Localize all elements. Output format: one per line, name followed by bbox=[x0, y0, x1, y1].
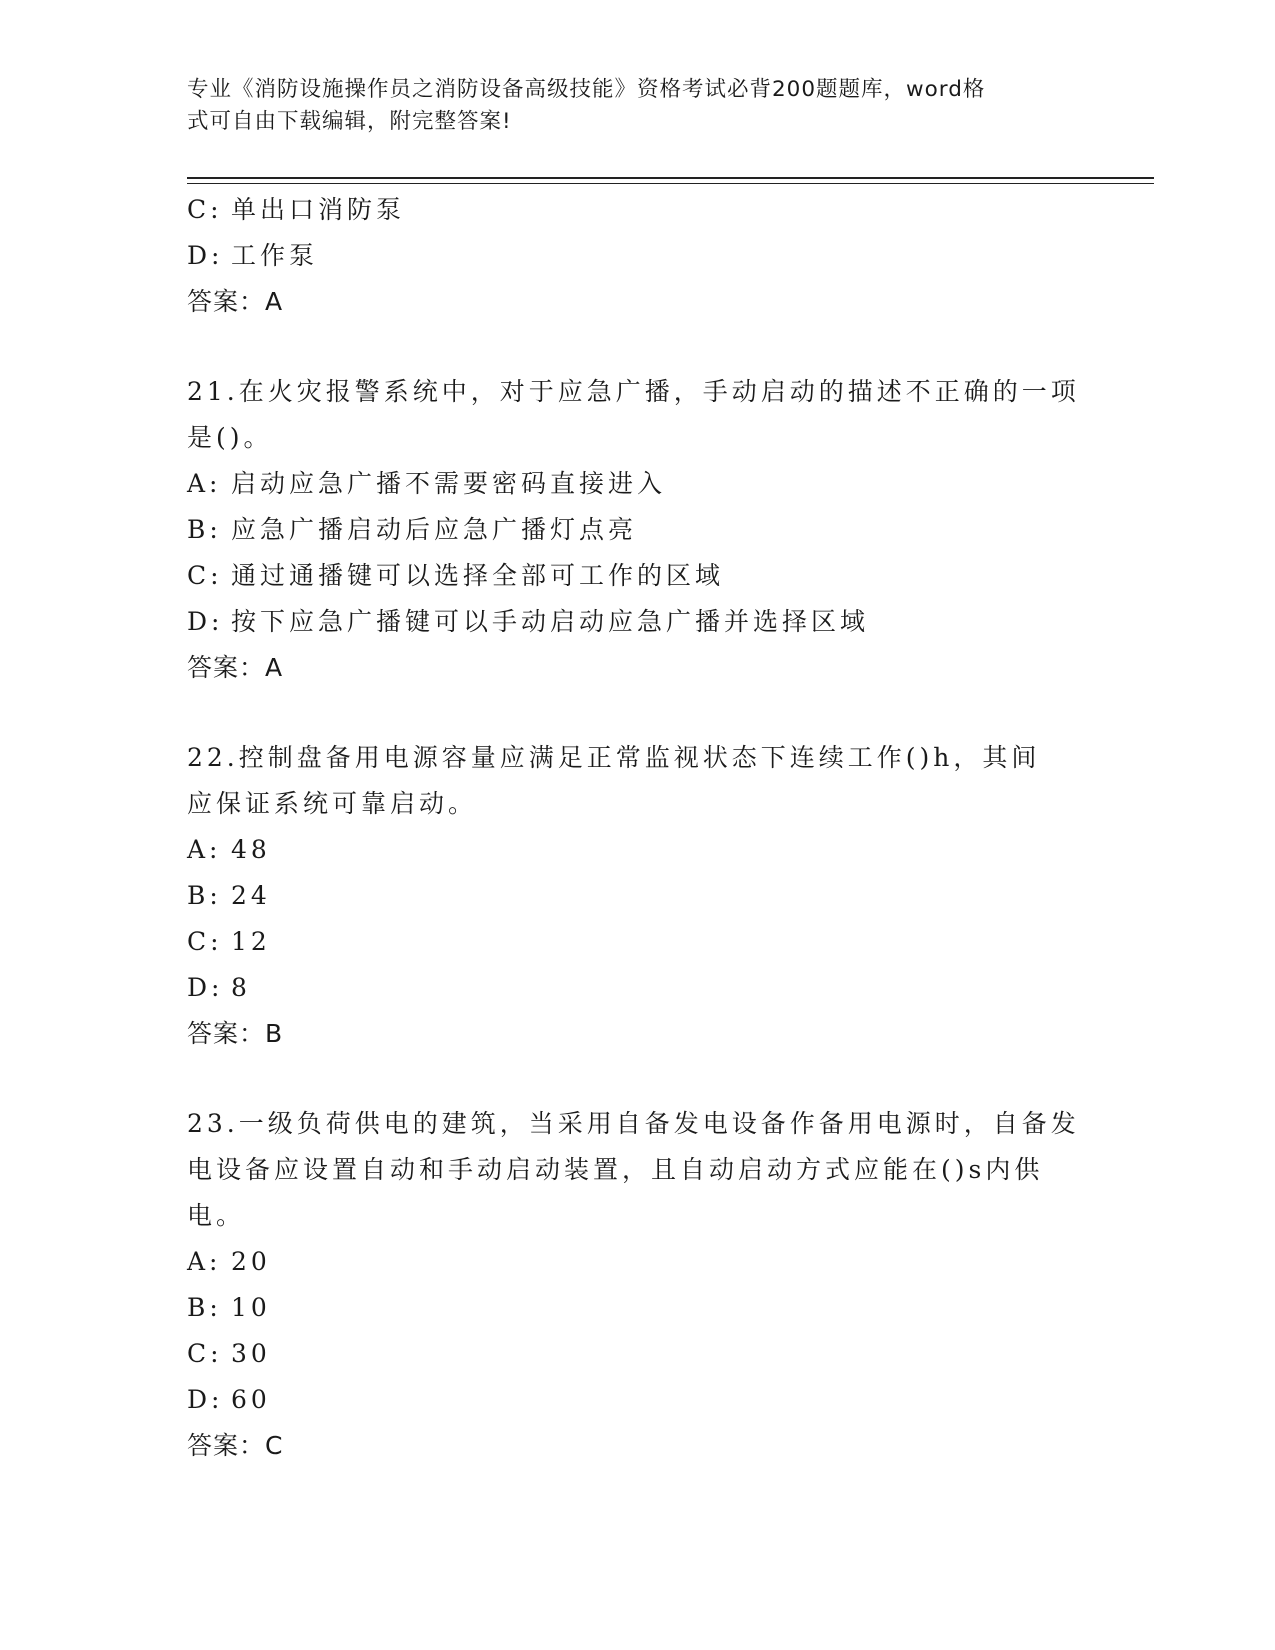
option-b bbox=[187, 1285, 1087, 1331]
option-text: 10 bbox=[231, 1293, 271, 1322]
option-text: 8 bbox=[231, 973, 251, 1002]
option-c bbox=[187, 187, 1087, 233]
question-stem-line: 是()。 bbox=[187, 423, 273, 452]
option-a bbox=[187, 827, 1087, 873]
header-line-2: 式可自由下载编辑，附完整答案! bbox=[187, 109, 512, 134]
option-label: C: bbox=[187, 927, 223, 956]
option-d bbox=[187, 1377, 1087, 1423]
option-label: A: bbox=[187, 1247, 222, 1276]
question-22 bbox=[187, 735, 1087, 1057]
answer-line: 答案：A bbox=[187, 653, 284, 682]
question-content bbox=[187, 187, 1087, 1469]
option-label: D: bbox=[187, 973, 224, 1002]
option-label: B: bbox=[187, 1293, 222, 1322]
question-stem-line: 22.控制盘备用电源容量应满足正常监视状态下连续工作()h，其间 bbox=[187, 743, 1041, 772]
question-stem-line: 电设备应设置自动和手动启动装置，且自动启动方式应能在()s内供 bbox=[187, 1155, 1044, 1184]
option-text: 应急广播启动后应急广播灯点亮 bbox=[231, 515, 638, 544]
option-a bbox=[187, 461, 1087, 507]
document-header bbox=[187, 74, 1067, 138]
header-divider-thick bbox=[187, 177, 1154, 179]
answer-line: 答案：B bbox=[187, 1019, 284, 1048]
option-text: 启动应急广播不需要密码直接进入 bbox=[231, 469, 667, 498]
header-divider-thin bbox=[187, 183, 1154, 184]
option-label: C: bbox=[187, 561, 223, 590]
option-text: 工作泵 bbox=[231, 241, 319, 270]
option-text: 通过通播键可以选择全部可工作的区域 bbox=[231, 561, 725, 590]
option-label: D: bbox=[187, 607, 224, 636]
option-label: C: bbox=[187, 1339, 223, 1368]
option-b bbox=[187, 873, 1087, 919]
question-stem-line: 电。 bbox=[187, 1201, 246, 1230]
option-label: B: bbox=[187, 515, 222, 544]
option-label: A: bbox=[187, 469, 222, 498]
option-text: 30 bbox=[231, 1339, 271, 1368]
question-stem-line: 应保证系统可靠启动。 bbox=[187, 789, 478, 818]
option-text: 按下应急广播键可以手动启动应急广播并选择区域 bbox=[231, 607, 870, 636]
carryover-block bbox=[187, 187, 1087, 325]
option-label: D: bbox=[187, 1385, 224, 1414]
option-text: 60 bbox=[231, 1385, 271, 1414]
option-text: 20 bbox=[231, 1247, 271, 1276]
question-stem-line: 21.在火灾报警系统中，对于应急广播，手动启动的描述不正确的一项 bbox=[187, 377, 1080, 406]
option-text: 48 bbox=[231, 835, 271, 864]
question-21 bbox=[187, 369, 1087, 691]
question-23 bbox=[187, 1101, 1087, 1469]
option-c bbox=[187, 919, 1087, 965]
answer-line: 答案：A bbox=[187, 287, 284, 316]
option-d bbox=[187, 965, 1087, 1011]
option-text: 12 bbox=[231, 927, 271, 956]
header-line-1: 专业《消防设施操作员之消防设备高级技能》资格考试必背200题题库，word格 bbox=[187, 77, 986, 102]
question-stem-line: 23.一级负荷供电的建筑，当采用自备发电设备作备用电源时，自备发 bbox=[187, 1109, 1080, 1138]
option-c bbox=[187, 1331, 1087, 1377]
option-label: A: bbox=[187, 835, 222, 864]
option-label: B: bbox=[187, 881, 222, 910]
option-b bbox=[187, 507, 1087, 553]
option-text: 24 bbox=[231, 881, 271, 910]
option-a bbox=[187, 1239, 1087, 1285]
option-label: C: bbox=[187, 195, 223, 224]
option-d bbox=[187, 599, 1087, 645]
option-d bbox=[187, 233, 1087, 279]
answer-line: 答案：C bbox=[187, 1431, 284, 1460]
option-text: 单出口消防泵 bbox=[231, 195, 406, 224]
option-c bbox=[187, 553, 1087, 599]
option-label: D: bbox=[187, 241, 224, 270]
